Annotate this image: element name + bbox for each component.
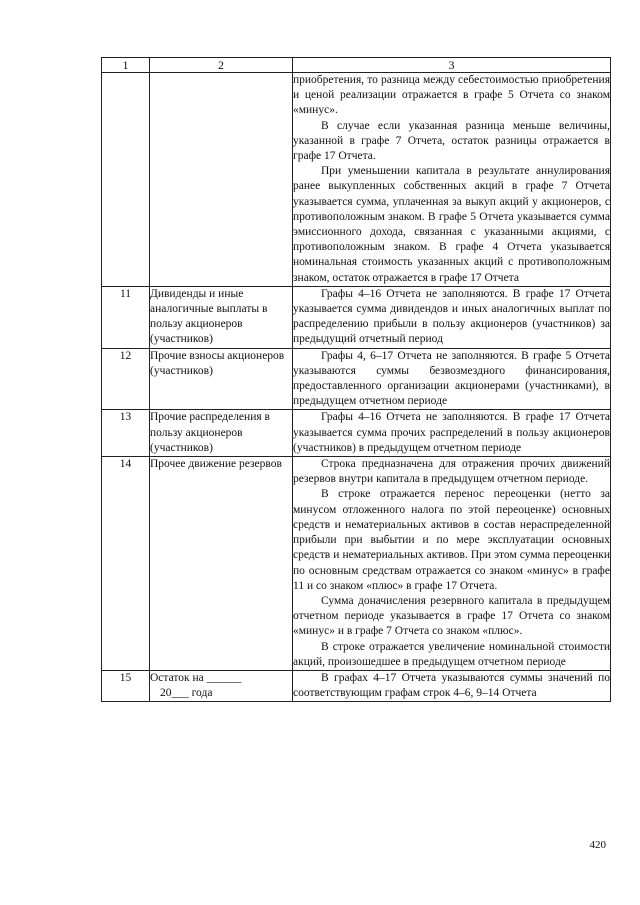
row-name: [150, 670, 293, 701]
row-name: [150, 73, 293, 287]
column-header-1: 1: [102, 58, 150, 73]
row-name: Прочее движение резервов: [150, 457, 293, 671]
row-name-line: 20___ года: [160, 687, 213, 700]
row-number: [102, 73, 150, 287]
table-row: [102, 457, 611, 671]
row-name: Дивиденды и иные аналогичные выплаты в пользу акционеров (участников): [150, 286, 293, 348]
row-description: [293, 670, 611, 701]
report-instructions-table: [101, 57, 611, 702]
row-description: [293, 410, 611, 457]
description-paragraph: При уменьшении капитала в результате аннулирования ранее выкупленных собственных акций в графе 7 Отчета указывается сумма, уплаченная за выкуп акций у акционеров, с противоположным знаком. В графе 5 Отчета указывается сумма эмиссионного дохода, связанная с указанными акциями, с противоположным знаком. В графе 4 Отчета указывается номинальная стоимость указанных акций с противоположным знаком, остаток отражается в графе 17 Отчета: [293, 165, 610, 284]
description-paragraph: В строке отражается увеличение номинальной стоимости акций, произошедшее в предыдущем отчетном периоде: [293, 640, 610, 668]
page-number: 420: [589, 839, 606, 851]
row-number: 15: [102, 670, 150, 701]
table-header-row: [102, 58, 611, 73]
description-paragraph: Графы 4, 6–17 Отчета не заполняются. В графе 5 Отчета указываются суммы безвозмездного финансирования, предоставленного организации акционерами (участниками), в предыдущем отчетном периоде: [293, 349, 610, 408]
row-number: 12: [102, 348, 150, 410]
table-row: [102, 348, 611, 410]
description-paragraph: приобретения, то разница между себестоимостью приобретения и ценой реализации отражается в графе 5 Отчета со знаком «минус».: [293, 74, 610, 117]
row-name-line: Остаток на ______: [150, 671, 242, 684]
description-paragraph: В графах 4–17 Отчета указываются суммы значений по соответствующим графам строк 4–6, 9–14 Отчета: [293, 671, 610, 700]
table-row: [102, 286, 611, 348]
column-header-2: 2: [150, 58, 293, 73]
row-name: Прочие распределения в пользу акционеров (участников): [150, 410, 293, 457]
description-paragraph: Графы 4–16 Отчета не заполняются. В графе 17 Отчета указывается сумма прочих распределений в пользу акционеров (участников) в предыдущем отчетном периоде: [293, 411, 610, 454]
row-name: Прочие взносы акционеров (участников): [150, 348, 293, 410]
row-description: [293, 73, 611, 287]
row-description: [293, 457, 611, 671]
table-row: [102, 73, 611, 287]
table-row: [102, 410, 611, 457]
description-paragraph: В строке отражается перенос переоценки (нетто за минусом отложенного налога по этой переоценке) основных средств и нематериальных активов в состав нераспределенной прибыли при выбытии и по мере эксплуатации основных средств и нематериальных активов. При этом сумма переоценки по основным средствам отражается со знаком «минус» в графе 11 и со знаком «плюс» в графе 17 Отчета.: [293, 488, 610, 592]
table-row: [102, 670, 611, 701]
row-number: 13: [102, 410, 150, 457]
row-number: 14: [102, 457, 150, 671]
column-header-3: 3: [293, 58, 611, 73]
description-paragraph: Графы 4–16 Отчета не заполняются. В графе 17 Отчета указывается сумма дивидендов и иных аналогичных выплат по распределению прибыли в пользу акционеров (участников) за предыдущий отчетный период: [293, 287, 610, 346]
description-paragraph: В случае если указанная разница меньше величины, указанной в графе 7 Отчета, остаток разницы отражается в графе 17 Отчета.: [293, 119, 610, 163]
row-description: [293, 348, 611, 410]
description-paragraph: Строка предназначена для отражения прочих движений резервов внутри капитала в предыдущем отчетном периоде.: [293, 458, 610, 486]
description-paragraph: Сумма доначисления резервного капитала в предыдущем отчетном периоде указывается в графе 17 Отчета со знаком «минус» и в графе 7 Отчета со знаком «плюс».: [293, 594, 610, 638]
row-number: 11: [102, 286, 150, 348]
row-description: [293, 286, 611, 348]
